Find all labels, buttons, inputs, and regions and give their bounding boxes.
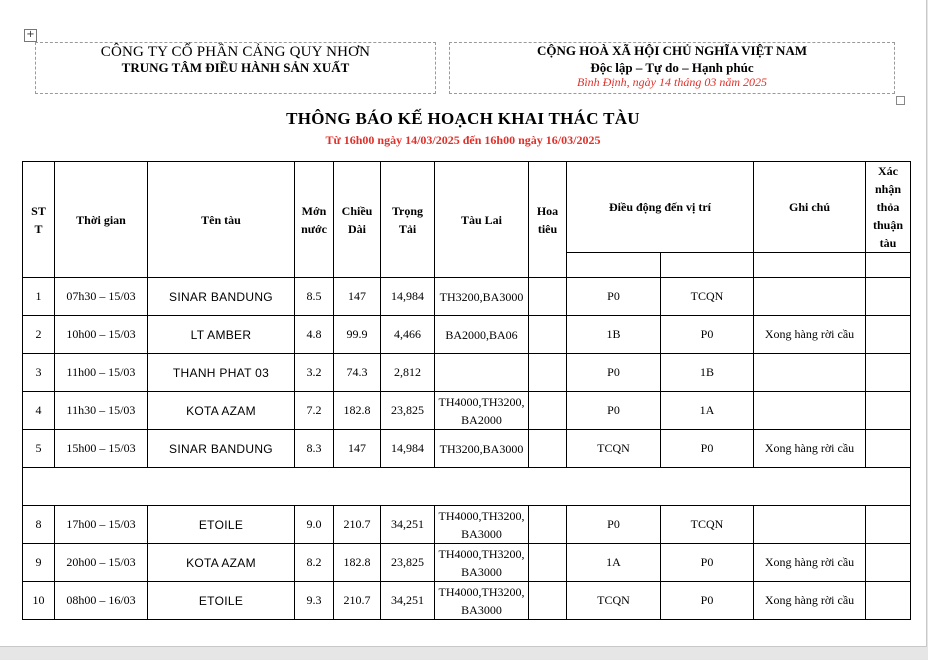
header-right-cell: [449, 42, 895, 94]
cell-length: 210.7: [334, 506, 381, 544]
col-header-pilot: Hoa tiêu: [529, 162, 567, 278]
cell-confirm: [866, 506, 911, 544]
cell-ship: LT AMBER: [148, 316, 295, 354]
cell-tug: TH4000,TH3200, BA3000: [435, 506, 529, 544]
table-row: [23, 582, 911, 620]
cell-ship: SINAR BANDUNG: [148, 430, 295, 468]
cell-to: 1B: [661, 354, 754, 392]
cell-time: 08h00 – 16/03: [55, 582, 148, 620]
company-name: CÔNG TY CỔ PHẦN CẢNG QUY NHƠN: [100, 44, 371, 60]
table-move-handle-icon[interactable]: +: [24, 29, 37, 42]
cell-to: P0: [661, 316, 754, 354]
department-name: TRUNG TÂM ĐIỀU HÀNH SẢN XUẤT: [121, 60, 350, 75]
cell-length: 99.9: [334, 316, 381, 354]
cell-stt: 9: [23, 544, 55, 582]
cell-length: 147: [334, 278, 381, 316]
cell-to: TCQN: [661, 506, 754, 544]
cell-time: 20h00 – 15/03: [55, 544, 148, 582]
table-resize-handle[interactable]: [896, 96, 905, 105]
table-row: [23, 430, 911, 468]
cell-note: [754, 354, 866, 392]
document-title: THÔNG BÁO KẾ HOẠCH KHAI THÁC TÀU: [286, 109, 640, 128]
cell-confirm: [866, 316, 911, 354]
cell-pilot: [529, 278, 567, 316]
col-header-stt: ST T: [23, 162, 55, 278]
cell-to: TCQN: [661, 278, 754, 316]
subheader-cell: [567, 253, 661, 278]
cell-confirm: [866, 354, 911, 392]
cell-dwt: 4,466: [381, 316, 435, 354]
cell-from: 1A: [567, 544, 661, 582]
cell-note: Xong hàng rời cầu: [754, 316, 866, 354]
cell-tug: TH4000,TH3200, BA2000: [435, 392, 529, 430]
cell-tug: TH4000,TH3200, BA3000: [435, 544, 529, 582]
cell-time: 17h00 – 15/03: [55, 506, 148, 544]
table-row: [23, 316, 911, 354]
cell-time: 11h30 – 15/03: [55, 392, 148, 430]
cell-dwt: 34,251: [381, 506, 435, 544]
cell-draft: 8.3: [295, 430, 334, 468]
cell-length: 147: [334, 430, 381, 468]
national-title: CỘNG HOÀ XÃ HỘI CHỦ NGHĨA VIỆT NAM: [536, 43, 808, 58]
cell-pilot: [529, 354, 567, 392]
table-row: [23, 354, 911, 392]
cell-length: 74.3: [334, 354, 381, 392]
col-header-time: Thời gian: [55, 162, 148, 278]
cell-time: 11h00 – 15/03: [55, 354, 148, 392]
cell-draft: 8.5: [295, 278, 334, 316]
cell-from: P0: [567, 278, 661, 316]
cell-dwt: 14,984: [381, 430, 435, 468]
cell-dwt: 2,812: [381, 354, 435, 392]
document-subtitle: Từ 16h00 ngày 14/03/2025 đến 16h00 ngày 16/03/2025: [325, 133, 601, 147]
cell-pilot: [529, 544, 567, 582]
cell-from: P0: [567, 354, 661, 392]
table-row: [23, 506, 911, 544]
col-header-length: Chiều Dài: [334, 162, 381, 278]
col-header-draft: Mớn nước: [295, 162, 334, 278]
cell-draft: 9.0: [295, 506, 334, 544]
cell-ship: SINAR BANDUNG: [148, 278, 295, 316]
ship-schedule-table: [22, 161, 911, 620]
cell-stt: 5: [23, 430, 55, 468]
cell-tug: TH3200,BA3000: [435, 430, 529, 468]
cell-confirm: [866, 392, 911, 430]
col-header-move: Điều động đến vị trí: [567, 162, 754, 253]
cell-draft: 9.3: [295, 582, 334, 620]
national-motto: Độc lập – Tự do – Hạnh phúc: [590, 60, 754, 75]
cell-to: P0: [661, 430, 754, 468]
cell-ship: ETOILE: [148, 582, 295, 620]
cell-to: 1A: [661, 392, 754, 430]
subheader-cell: [866, 253, 911, 278]
cell-note: Xong hàng rời cầu: [754, 544, 866, 582]
cell-ship: THANH PHAT 03: [148, 354, 295, 392]
cell-from: TCQN: [567, 430, 661, 468]
cell-time: 07h30 – 15/03: [55, 278, 148, 316]
empty-row-cell: [23, 468, 911, 506]
col-header-ship: Tên tàu: [148, 162, 295, 278]
cell-length: 182.8: [334, 392, 381, 430]
cell-from: 1B: [567, 316, 661, 354]
table-row-empty: [23, 468, 911, 506]
cell-note: [754, 392, 866, 430]
col-header-confirm: Xác nhận thỏa thuận tàu: [866, 162, 911, 253]
cell-note: [754, 278, 866, 316]
subheader-cell: [661, 253, 754, 278]
cell-tug: TH4000,TH3200, BA3000: [435, 582, 529, 620]
cell-draft: 3.2: [295, 354, 334, 392]
cell-tug: BA2000,BA06: [435, 316, 529, 354]
cell-stt: 4: [23, 392, 55, 430]
cell-note: Xong hàng rời cầu: [754, 582, 866, 620]
cell-dwt: 23,825: [381, 392, 435, 430]
cell-tug: TH3200,BA3000: [435, 278, 529, 316]
cell-draft: 8.2: [295, 544, 334, 582]
document-date: Bình Định, ngày 14 tháng 03 năm 2025: [577, 75, 767, 89]
table-row: [23, 392, 911, 430]
cell-from: P0: [567, 506, 661, 544]
cell-pilot: [529, 506, 567, 544]
cell-draft: 4.8: [295, 316, 334, 354]
cell-confirm: [866, 582, 911, 620]
cell-time: 15h00 – 15/03: [55, 430, 148, 468]
col-header-tonnage: Trọng Tải: [381, 162, 435, 278]
cell-stt: 8: [23, 506, 55, 544]
col-header-note: Ghi chú: [754, 162, 866, 253]
cell-from: TCQN: [567, 582, 661, 620]
table-row: [23, 544, 911, 582]
cell-stt: 10: [23, 582, 55, 620]
cell-ship: ETOILE: [148, 506, 295, 544]
cell-stt: 2: [23, 316, 55, 354]
cell-pilot: [529, 316, 567, 354]
cell-from: P0: [567, 392, 661, 430]
cell-stt: 3: [23, 354, 55, 392]
cell-length: 182.8: [334, 544, 381, 582]
cell-confirm: [866, 430, 911, 468]
cell-to: P0: [661, 582, 754, 620]
cell-ship: KOTA AZAM: [148, 544, 295, 582]
cell-draft: 7.2: [295, 392, 334, 430]
cell-note: [754, 506, 866, 544]
cell-ship: KOTA AZAM: [148, 392, 295, 430]
cell-pilot: [529, 430, 567, 468]
cell-tug: [435, 354, 529, 392]
cell-length: 210.7: [334, 582, 381, 620]
cell-dwt: 34,251: [381, 582, 435, 620]
cell-time: 10h00 – 15/03: [55, 316, 148, 354]
cell-stt: 1: [23, 278, 55, 316]
cell-note: Xong hàng rời cầu: [754, 430, 866, 468]
cell-dwt: 23,825: [381, 544, 435, 582]
cell-to: P0: [661, 544, 754, 582]
cell-dwt: 14,984: [381, 278, 435, 316]
table-row: [23, 278, 911, 316]
cell-pilot: [529, 582, 567, 620]
cell-confirm: [866, 544, 911, 582]
cell-confirm: [866, 278, 911, 316]
col-header-tug: Tàu Lai: [435, 162, 529, 278]
table-header-row: [23, 162, 911, 253]
header-left-cell: [35, 42, 436, 94]
subheader-cell: [754, 253, 866, 278]
cell-pilot: [529, 392, 567, 430]
